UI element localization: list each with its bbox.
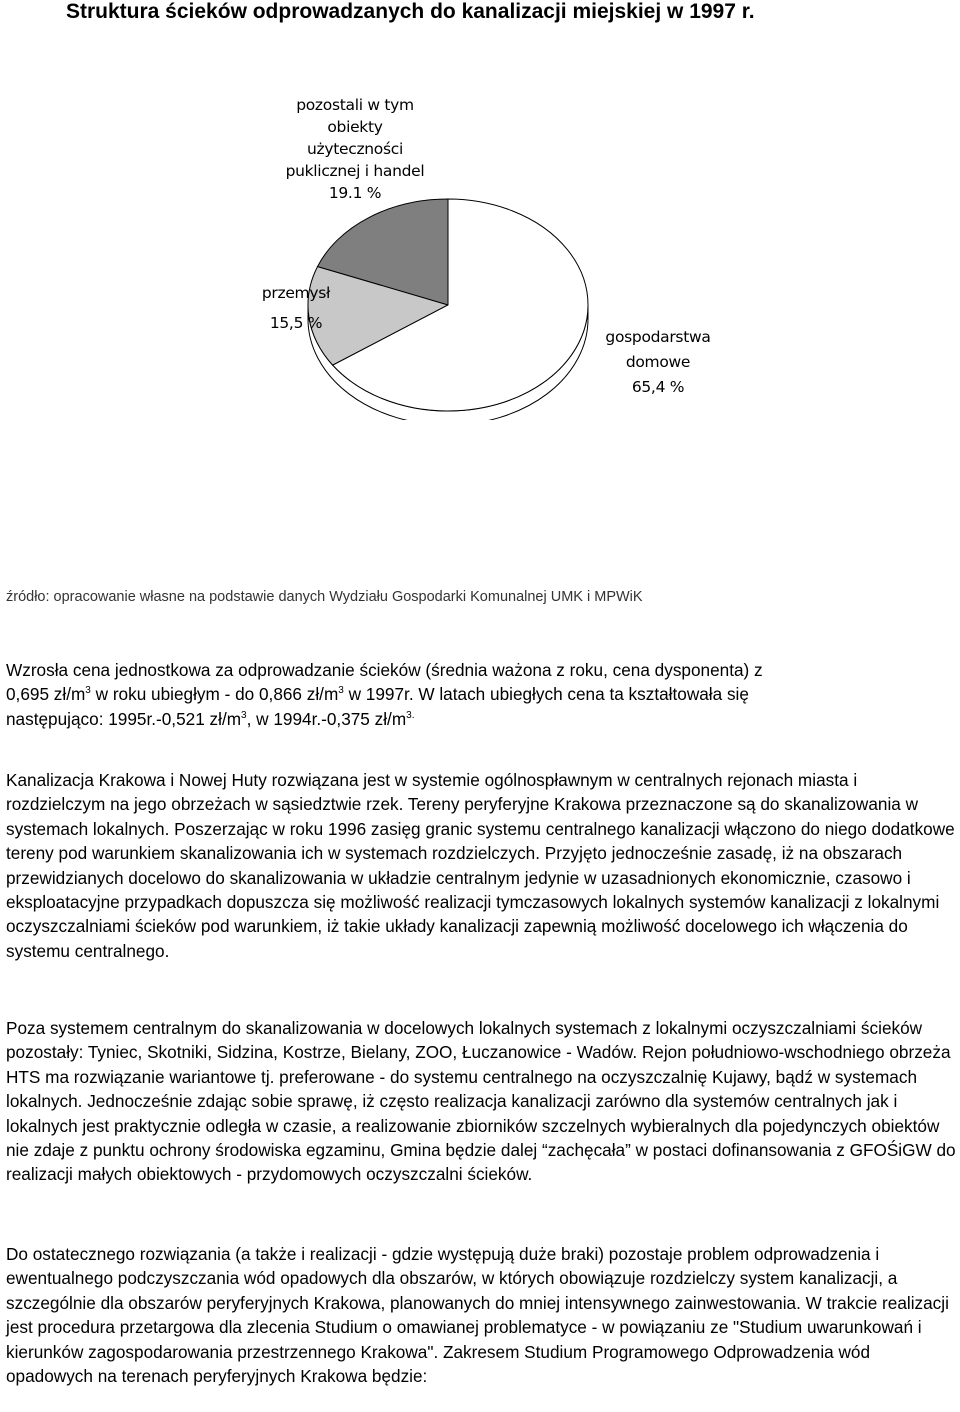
pie-label-households: gospodarstwa domowe 65,4 %	[605, 328, 711, 396]
paragraph-local-systems: Poza systemem centralnym do skanalizowania w docelowych lokalnych systemach z lokalnymi oczyszczalniami ścieków pozostały: Tyniec, Skotniki, Sidzina, Kostrze, Bielany, ZOO, Łuczanowice - Wadów. Rejon południowo-wschodniego obrzeża HTS ma rozwiązanie wariantowe tj. preferowane - do systemu centralnego na oczyszczalnię Kujawy, bądź w systemach lokalnych. Jednocześnie zdając sobie sprawę, iż często realizacja kanalizacji zarówno dla systemów centralnych jak i lokalnych jest praktycznie odległa w czasie, a realizowanie zbiorników szczelnych wybieralnych dla pojedynczych obiektów nie zdaje z punktu ochrony środowiska egzaminu, Gmina będzie dalej “zachęcała” w postaci dofinansowania z GFOŚiGW do realizacji małych obiektowych - przydomowych oczyszczalni ścieków.	[6, 1018, 956, 1185]
page-title: Struktura ścieków odprowadzanych do kanalizacji miejskiej w 1997 r.	[66, 0, 755, 23]
pie-label-other: pozostali w tym obiekty użyteczności puklicznej i handel 19.1 %	[285, 96, 425, 202]
paragraph-rainwater: Do ostatecznego rozwiązania (a także i realizacji - gdzie występują duże braki) pozostaje problem odprowadzenia i ewentualnego podczyszczania wód opadowych dla obszarów, w których obowiązuje rozdzielczy system kanalizacji, a szczególnie dla obszarów peryferyjnych Krakowa, planowanych do mniej intensywnego zainwestowania. W trakcie realizacji jest procedura przetargowa dla zlecenia Studium o omawianej problematyce - w powiązaniu ze "Studium uwarunkowań i kierunków zagospodarowania przestrzennego Krakowa". Zakresem Studium Programowego Odprowadzenia wód opadowych na terenach peryferyjnych Krakowa będzie:	[6, 1244, 949, 1387]
paragraph-sewerage-system: Kanalizacja Krakowa i Nowej Huty rozwiązana jest w systemie ogólnospławnym w centralnych rejonach miasta i rozdzielczym na jego obrzeżach w sąsiedztwie rzek. Tereny peryferyjne Krakowa przeznaczone są do skanalizowania w systemach lokalnych. Poszerzając w roku 1996 zasięg granic systemu centralnego kanalizacji włączono do niego dodatkowe tereny pod warunkiem skanalizowania ich w systemach rozdzielczych. Przyjęto jednocześnie zasadę, iż na obszarach przewidzianych docelowo do skanalizowania w układzie centralnym jedynie w uzasadnionych ekonomicznie, czasowo i eksploatacyjne przypadkach dopuszcza się możliwość realizacji tymczasowych lokalnych systemów kanalizacji z lokalnymi oczyszczalniami ścieków pod warunkiem, iż takie układy kanalizacji zapewnią możliwość docelowego ich włączenia do systemu centralnego.	[6, 770, 955, 961]
paragraph-price: Wzrosła cena jednostkowa za odprowadzanie ścieków (średnia ważona z roku, cena dysponenta) z 0,695 $zł/m^3$ w roku ubiegłym - do 0,866 $zł/m^3$ w 1997r. W latach ubiegłych cena ta kształtowała się następująco: 1995r.-0,521 $zł/m^3$, w 1994r.-0,375 $zł/m^{3.}$	[6, 660, 763, 729]
source-note: źródło: opracowanie własne na podstawie danych Wydziału Gospodarki Komunalnej UMK i MPWiK	[6, 589, 643, 605]
pie-label-industry: przemysł 15,5 %	[261, 284, 331, 332]
pie-chart	[180, 90, 740, 420]
